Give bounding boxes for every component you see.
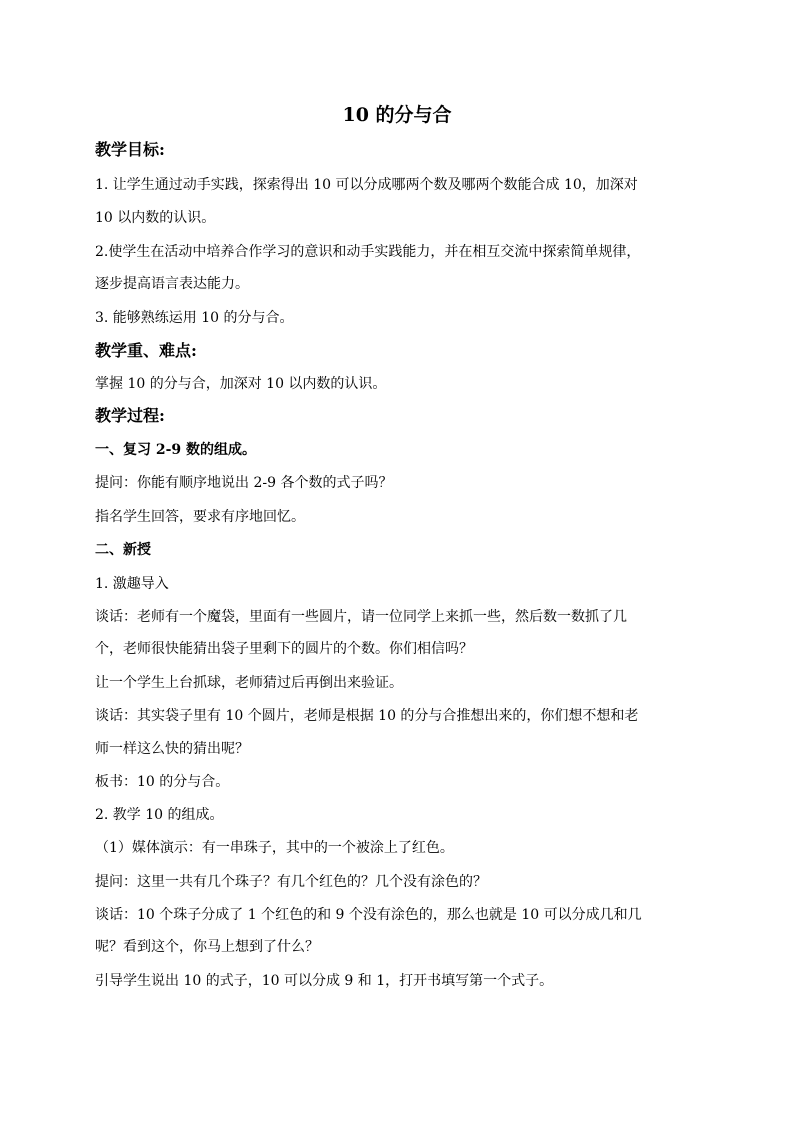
paragraph-line: 呢？看到这个，你马上想到了什么？ bbox=[95, 939, 319, 955]
paragraph-line: 3. 能够熟练运用 10 的分与合。 bbox=[95, 310, 294, 326]
paragraph-line: 提问：这里一共有几个珠子？有几个红色的？几个没有涂色的？ bbox=[95, 874, 487, 890]
paragraph-line: 1. 激趣导入 bbox=[95, 576, 169, 592]
paragraph-line: 谈话：其实袋子里有 10 个圆片，老师是根据 10 的分与合推想出来的，你们想不想和老 bbox=[95, 708, 639, 724]
section-heading-process: 教学过程: bbox=[95, 406, 165, 425]
paragraph-line: 板书：10 的分与合。 bbox=[95, 774, 230, 790]
paragraph-line: 2.使学生在活动中培养合作学习的意识和动手实践能力，并在相互交流中探索简单规律， bbox=[95, 244, 641, 260]
paragraph-line: 师一样这么快的猜出呢？ bbox=[95, 741, 249, 757]
document-title: 10 的分与合 bbox=[342, 104, 452, 126]
paragraph-line: 1. 让学生通过动手实践，探索得出 10 可以分成哪两个数及哪两个数能合成 10，加深对 bbox=[95, 177, 638, 193]
paragraph-line: 提问：你能有顺序地说出 2-9 各个数的式子吗？ bbox=[95, 475, 393, 491]
subsection-heading-review: 一、复习 2-9 数的组成。 bbox=[95, 442, 257, 458]
paragraph-line: 指名学生回答，要求有序地回忆。 bbox=[95, 509, 305, 525]
paragraph-line: 谈话：10 个珠子分成了 1 个红色的和 9 个没有涂色的，那么也就是 10 可以分成几和几 bbox=[95, 907, 642, 923]
subsection-heading-new-lesson: 二、新授 bbox=[95, 542, 151, 558]
paragraph-line: 逐步提高语言表达能力。 bbox=[95, 276, 249, 292]
paragraph-line: 2. 教学 10 的组成。 bbox=[95, 807, 224, 823]
paragraph-line: 掌握 10 的分与合，加深对 10 以内数的认识。 bbox=[95, 376, 387, 392]
paragraph-line: 10 以内数的认识。 bbox=[95, 210, 216, 226]
paragraph-line: 个，老师很快能猜出袋子里剩下的圆片的个数。你们相信吗？ bbox=[95, 641, 473, 657]
paragraph-line: （1）媒体演示：有一串珠子，其中的一个被涂上了红色。 bbox=[95, 840, 454, 856]
section-heading-objectives: 教学目标: bbox=[95, 140, 165, 159]
paragraph-line: 引导学生说出 10 的式子，10 可以分成 9 和 1，打开书填写第一个式子。 bbox=[95, 973, 554, 989]
paragraph-line: 让一个学生上台抓球，老师猜过后再倒出来验证。 bbox=[95, 675, 403, 691]
paragraph-line: 谈话：老师有一个魔袋，里面有一些圆片，请一位同学上来抓一些，然后数一数抓了几 bbox=[95, 609, 627, 625]
section-heading-key-points: 教学重、难点: bbox=[95, 341, 197, 360]
